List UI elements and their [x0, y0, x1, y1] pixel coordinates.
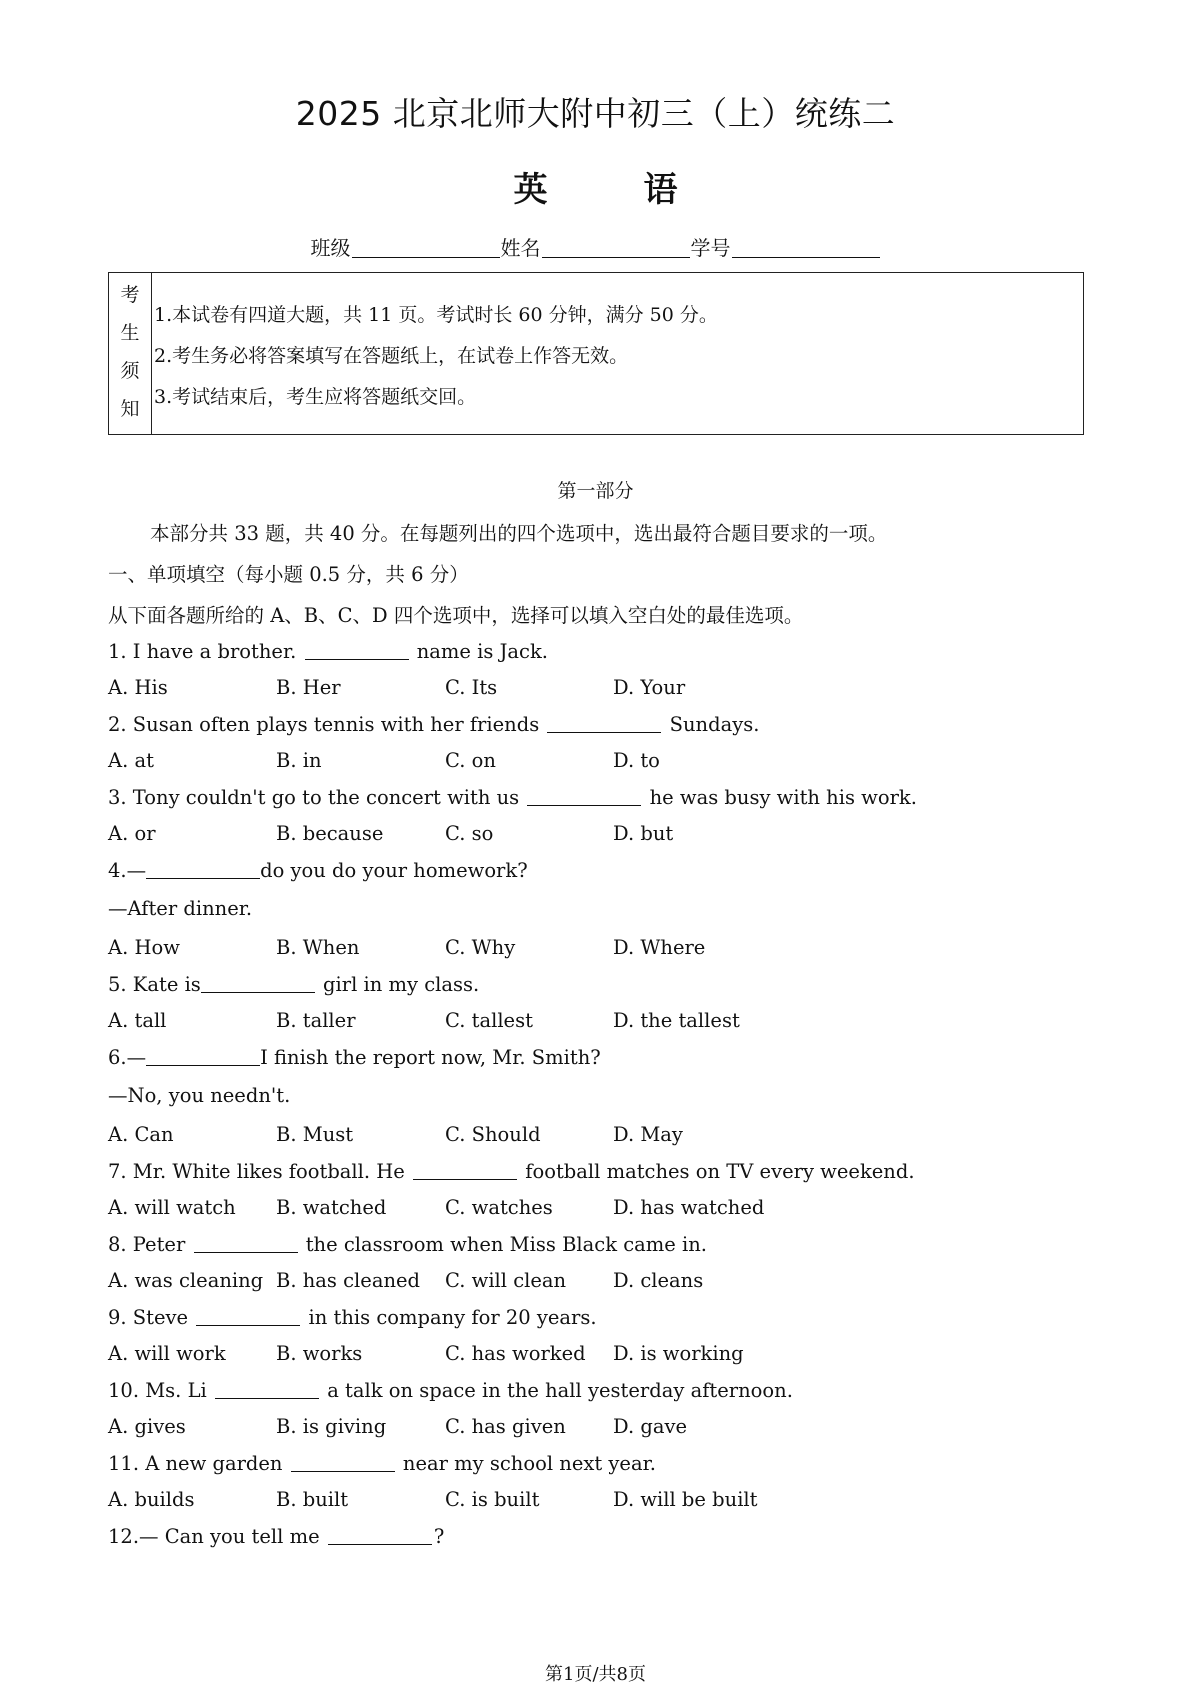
question-stem: football matches on TV every weekend. [525, 1160, 915, 1183]
answer-blank[interactable] [194, 1234, 298, 1253]
question-stem: the classroom when Miss Black came in. [305, 1233, 707, 1256]
option[interactable]: A. Can [108, 1123, 174, 1146]
option[interactable]: D. Your [613, 676, 686, 699]
question-2 [108, 713, 759, 736]
option[interactable]: A. gives [108, 1415, 186, 1438]
question-stem: 3. Tony couldn't go to the concert with us [108, 786, 520, 809]
question-stem: 7. Mr. White likes football. He [108, 1160, 405, 1183]
question-3 [108, 786, 917, 809]
question-9 [108, 1306, 597, 1329]
question-7 [108, 1160, 915, 1183]
option[interactable]: A. How [108, 936, 180, 959]
option[interactable]: B. in [276, 749, 322, 772]
class-label: 班级 [310, 236, 351, 260]
option[interactable]: C. on [445, 749, 496, 772]
question-stem: 10. Ms. Li [108, 1379, 207, 1402]
option[interactable]: C. is built [445, 1488, 540, 1511]
answer-blank[interactable] [215, 1380, 319, 1399]
question-1 [108, 640, 548, 663]
question-stem: 6.— [108, 1046, 147, 1069]
answer-blank[interactable] [291, 1453, 395, 1472]
notice-item: 2.考生务必将答案填写在答题纸上，在试卷上作答无效。 [154, 345, 629, 367]
option[interactable]: A. at [108, 749, 154, 772]
part-intro: 本部分共 33 题，共 40 分。在每题列出的四个选项中，选出最符合题目要求的一项。 [150, 522, 888, 545]
question-stem: 8. Peter [108, 1233, 186, 1256]
notice-body [152, 273, 1083, 434]
question-stem: he was busy with his work. [649, 786, 917, 809]
question-stem: I finish the report now, Mr. Smith? [260, 1046, 601, 1069]
option[interactable]: B. taller [276, 1009, 356, 1032]
option[interactable]: A. or [108, 822, 156, 845]
notice-label-char: 考 [120, 284, 140, 307]
question-stem: 2. Susan often plays tennis with her friends [108, 713, 540, 736]
option[interactable]: D. has watched [613, 1196, 765, 1219]
question-8 [108, 1233, 707, 1256]
question-stem: 4.— [108, 859, 147, 882]
subject-char-2: 语 [643, 170, 678, 210]
id-label: 学号 [690, 236, 731, 260]
section-instruction: 从下面各题所给的 A、B、C、D 四个选项中，选择可以填入空白处的最佳选项。 [108, 604, 804, 627]
question-stem: a talk on space in the hall yesterday afternoon. [327, 1379, 793, 1402]
option[interactable]: C. so [445, 822, 494, 845]
question-5 [108, 973, 479, 996]
answer-blank[interactable] [146, 860, 260, 879]
option[interactable]: C. watches [445, 1196, 553, 1219]
answer-blank[interactable] [196, 1307, 300, 1326]
option[interactable]: A. will watch [108, 1196, 236, 1219]
answer-blank[interactable] [305, 641, 409, 660]
question-stem: name is Jack. [416, 640, 548, 663]
section-heading: 一、单项填空（每小题 0.5 分，共 6 分） [108, 563, 469, 586]
answer-blank[interactable] [328, 1526, 432, 1545]
option[interactable]: B. is giving [276, 1415, 387, 1438]
option[interactable]: A. was cleaning [108, 1269, 264, 1292]
question-stem: girl in my class. [323, 973, 480, 996]
option[interactable]: D. is working [613, 1342, 744, 1365]
option[interactable]: B. because [276, 822, 384, 845]
option[interactable]: B. Must [276, 1123, 354, 1146]
answer-blank[interactable] [146, 1047, 260, 1066]
question-12 [108, 1525, 444, 1548]
question-stem: 12.— Can you tell me [108, 1525, 320, 1548]
question-stem: near my school next year. [402, 1452, 656, 1475]
exam-notice-box [108, 272, 1084, 435]
notice-label [109, 273, 152, 434]
option[interactable]: C. has given [445, 1415, 566, 1438]
option[interactable]: B. watched [276, 1196, 387, 1219]
subject-title [0, 162, 1191, 211]
option[interactable]: B. Her [276, 676, 341, 699]
option[interactable]: D. gave [613, 1415, 688, 1438]
answer-blank[interactable] [547, 714, 661, 733]
question-4 [108, 859, 528, 882]
notice-item: 3.考试结束后，考生应将答题纸交回。 [154, 386, 477, 408]
id-blank[interactable] [732, 237, 880, 258]
notice-label-char: 知 [120, 397, 140, 420]
question-stem: ? [433, 1525, 445, 1548]
question-10 [108, 1379, 793, 1402]
option[interactable]: D. will be built [613, 1488, 758, 1511]
option[interactable]: B. has cleaned [276, 1269, 421, 1292]
name-label: 姓名 [500, 236, 541, 260]
subject-char-1: 英 [513, 170, 548, 210]
question-4-answer: —After dinner. [108, 897, 253, 920]
answer-blank[interactable] [201, 974, 315, 993]
question-stem: 1. I have a brother. [108, 640, 297, 663]
option[interactable]: C. Why [445, 936, 516, 959]
notice-label-char: 须 [120, 359, 140, 382]
option[interactable]: A. His [108, 676, 168, 699]
question-stem: 11. A new garden [108, 1452, 283, 1475]
option[interactable]: D. but [613, 822, 674, 845]
option[interactable]: D. cleans [613, 1269, 704, 1292]
option[interactable]: D. Where [613, 936, 706, 959]
question-6-answer: —No, you needn't. [108, 1084, 291, 1107]
option[interactable]: D. May [613, 1123, 683, 1146]
question-11 [108, 1452, 656, 1475]
option[interactable]: B. works [276, 1342, 363, 1365]
option[interactable]: B. When [276, 936, 360, 959]
answer-blank[interactable] [527, 787, 641, 806]
option[interactable]: C. will clean [445, 1269, 567, 1292]
class-blank[interactable] [352, 237, 500, 258]
option[interactable]: C. has worked [445, 1342, 586, 1365]
question-stem: Sundays. [669, 713, 760, 736]
question-stem: 5. Kate is [108, 973, 201, 996]
page-footer: 第1页/共8页 [545, 1664, 646, 1685]
option[interactable]: C. Should [445, 1123, 541, 1146]
option[interactable]: A. will work [108, 1342, 226, 1365]
option[interactable]: C. tallest [445, 1009, 533, 1032]
question-stem: in this company for 20 years. [308, 1306, 597, 1329]
notice-item: 1.本试卷有四道大题，共 11 页。考试时长 60 分钟，满分 50 分。 [154, 304, 718, 326]
part-title: 第一部分 [557, 480, 634, 502]
notice-label-char: 生 [120, 322, 140, 345]
option[interactable]: C. Its [445, 676, 498, 699]
student-info-line [0, 232, 1191, 261]
option[interactable]: D. to [613, 749, 660, 772]
question-6 [108, 1046, 601, 1069]
exam-title: 2025 北京北师大附中初三（上）统练二 [295, 94, 896, 133]
option[interactable]: B. built [276, 1488, 349, 1511]
question-stem: 9. Steve [108, 1306, 189, 1329]
option[interactable]: A. builds [108, 1488, 195, 1511]
option[interactable]: D. the tallest [613, 1009, 740, 1032]
question-stem: do you do your homework? [260, 859, 528, 882]
answer-blank[interactable] [413, 1161, 517, 1180]
option[interactable]: A. tall [108, 1009, 167, 1032]
name-blank[interactable] [542, 237, 690, 258]
